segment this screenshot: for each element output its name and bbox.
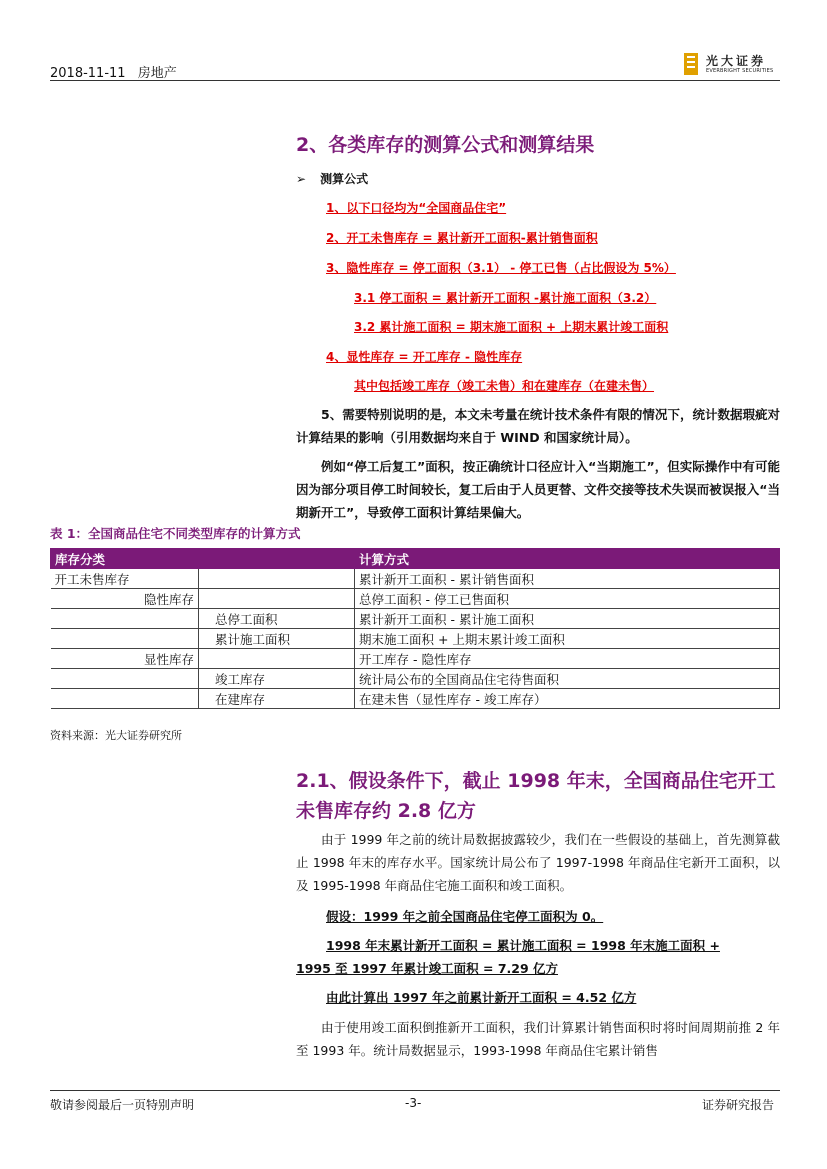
company-logo [684, 52, 784, 78]
table-cell: 累计新开工面积 - 累计施工面积 [355, 609, 780, 629]
report-date: 2018-11-11 [50, 66, 126, 81]
example-paragraph: 例如“停工后复工”面积，按正确统计口径应计入“当期施工”，但实际操作中有可能因为部分项目停工时间较长，复工后由于人员更替、文件交接等技术失误而被误报入“当期新开工”，导致停工面积计算结果偏大。 [296, 459, 780, 520]
formula-line-3: 3、隐性库存 = 停工面积（3.1） - 停工已售（占比假设为 5%） [326, 261, 676, 275]
table-cell: 累计施工面积 [199, 629, 355, 649]
footer-divider [50, 1090, 780, 1091]
table-row [51, 629, 780, 649]
footer-report-type: 证券研究报告 [702, 1098, 775, 1112]
table-source: 资料来源：光大证券研究所 [50, 729, 182, 742]
header-divider [50, 80, 780, 81]
body-paragraph-1: 由于 1999 年之前的统计局数据披露较少，我们在一些假设的基础上，首先测算截止 1998 年末的库存水平。国家统计局公布了 1997-1998 年商品住宅新开工面积，以及 1995-1998 年商品住宅施工面积和竣工面积。 [296, 832, 780, 893]
formula-line-4: 4、显性库存 = 开工库存 - 隐性库存 [326, 350, 523, 364]
calc-line-1a: 1998 年末累计新开工面积 = 累计施工面积 = 1998 年末施工面积 + [326, 938, 720, 953]
page-number: -3- [405, 1096, 422, 1110]
calc-line-1b: 1995 至 1997 年累计竣工面积 = 7.29 亿方 [296, 961, 559, 976]
arrow-bullet-icon: ➢ [296, 172, 307, 186]
calc-line-2: 由此计算出 1997 年之前累计新开工面积 = 4.52 亿方 [326, 990, 637, 1005]
formula-subheading [296, 170, 368, 187]
table-cell: 总停工面积 [199, 609, 355, 629]
table-cell [51, 689, 199, 709]
assumption-line: 假设：1999 年之前全国商品住宅停工面积为 0。 [326, 909, 604, 924]
header-meta [50, 62, 185, 81]
table-row [51, 669, 780, 689]
table-row [51, 609, 780, 629]
table-cell: 统计局公布的全国商品住宅待售面积 [355, 669, 780, 689]
table-cell: 隐性库存 [51, 589, 199, 609]
footer-disclaimer: 敬请参阅最后一页特别声明 [50, 1098, 195, 1112]
formula-line-1: 1、以下口径均为“全国商品住宅” [326, 201, 507, 215]
logo-mark-icon [684, 53, 698, 75]
logo-en-text: EVERBRIGHT SECURITIES [706, 68, 774, 74]
table-row [51, 689, 780, 709]
formula-line-3-2: 3.2 累计施工面积 = 期末施工面积 + 上期末累计竣工面积 [354, 320, 669, 334]
table-row [51, 649, 780, 669]
table-cell [199, 569, 355, 589]
table-header-cell [199, 549, 355, 569]
table-cell: 开工未售库存 [51, 569, 199, 589]
table-cell: 开工库存 - 隐性库存 [355, 649, 780, 669]
formula-line-3-1: 3.1 停工面积 = 累计新开工面积 -累计施工面积（3.2） [354, 291, 657, 305]
table-cell: 累计新开工面积 - 累计销售面积 [355, 569, 780, 589]
table-row [51, 589, 780, 609]
formula-line-4-note: 其中包括竣工库存（竣工未售）和在建库存（在建未售） [354, 379, 655, 393]
table-cell [51, 629, 199, 649]
table-cell: 竣工库存 [199, 669, 355, 689]
body-paragraph-2: 由于使用竣工面积倒推新开工面积，我们计算累计销售面积时将时间周期前推 2 年至 1993 年。统计局数据显示，1993-1998 年商品住宅累计销售 [296, 1020, 780, 1058]
table-header-cell: 计算方式 [355, 549, 780, 569]
subsection-title: 2.1、假设条件下，截止 1998 年末，全国商品住宅开工未售库存约 2.8 亿方 [296, 770, 776, 822]
table-header-cell: 库存分类 [51, 549, 199, 569]
table-cell [51, 609, 199, 629]
report-sector: 房地产 [137, 66, 177, 81]
formula-subheading-label: 测算公式 [320, 172, 369, 186]
table-cell [51, 669, 199, 689]
inventory-table [50, 548, 780, 709]
formula-line-2: 2、开工未售库存 = 累计新开工面积-累计销售面积 [326, 231, 598, 245]
table-cell: 显性库存 [51, 649, 199, 669]
table-title: 表 1：全国商品住宅不同类型库存的计算方式 [50, 526, 301, 541]
logo-cn-text: 光大证券 [706, 54, 767, 68]
table-cell [199, 589, 355, 609]
table-header-row [51, 549, 780, 569]
table-row [51, 569, 780, 589]
table-cell: 期末施工面积 + 上期末累计竣工面积 [355, 629, 780, 649]
table-cell: 在建未售（显性库存 - 竣工库存） [355, 689, 780, 709]
table-cell [199, 649, 355, 669]
section-title: 2、各类库存的测算公式和测算结果 [296, 134, 595, 156]
table-cell: 总停工面积 - 停工已售面积 [355, 589, 780, 609]
note-paragraph: 5、需要特别说明的是，本文未考量在统计技术条件有限的情况下，统计数据瑕疵对计算结果的影响（引用数据均来自于 WIND 和国家统计局）。 [296, 407, 780, 445]
table-cell: 在建库存 [199, 689, 355, 709]
